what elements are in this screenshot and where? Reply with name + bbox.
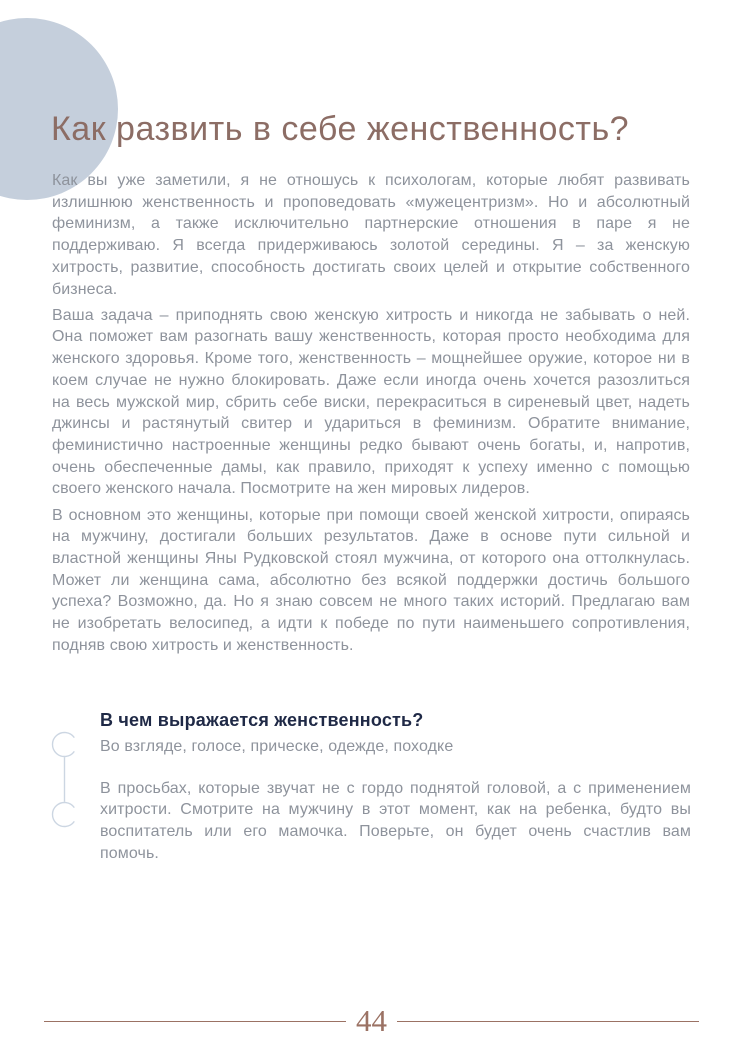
page-footer: [0, 1004, 743, 1038]
list-item: Во взгляде, голосе, прическе, одежде, походке: [100, 738, 454, 755]
list-item: В просьбах, которые звучат не с гордо поднятой головой, а с применением хитрости. Смотрите на мужчину в этот момент, как на ребенка, будто вы воспитатель или его мамочка. Поверьте, он будет очень счастлив вам помочь.: [100, 779, 691, 862]
footer-rule-right: [397, 1021, 699, 1022]
section-heading: В чем выражается женственность?: [100, 709, 424, 730]
paragraph: Как вы уже заметили, я не отношусь к психологам, которые любят развивать излишнюю женственность и проповедовать «мужецентризм». Но и абсолютный феминизм, а также исключительно партнерские отношения в паре я не поддерживаю. Я всегда придерживаюсь золотой середины. Я – за женскую хитрость, развитие, способность достигать своих целей и открытие собственного бизнеса.: [52, 172, 690, 298]
paragraph: В основном это женщины, которые при помощи своей женской хитрости, опираясь на мужчину, достигали больших результатов. Даже в основе пути сильной и властной женщины Яны Рудковской стоял мужчина, от которого она оттолкнулась. Может ли женщина сама, абсолютно без всякой поддержки достичь большого успеха? Возможно, да. Но я знаю совсем не много таких историй. Предлагаю вам не изобретать велосипед, а идти к победе по пути наименьшего сопротивления, подняв свою хитрость и женственность.: [52, 506, 690, 654]
footer-rule-left: [44, 1021, 346, 1022]
paragraph: Ваша задача – приподнять свою женскую хитрость и никогда не забывать о ней. Она поможет вам разогнать вашу женственность, которая просто необходима для женского здоровья. Кроме того, женственность – мощнейшее оружие, которое ни в коем случае не нужно блокировать. Даже если иногда очень хочется разозлиться на весь мужской мир, сбрить себе виски, перекраситься в сиреневый цвет, надеть джинсы и растянутый свитер и удариться в феминизм. Обратите внимание, феминистично настроенные женщины редко бывают очень богаты, и, напротив, очень обеспеченные дамы, как правило, приходят к успеху именно с помощью своего женского начала. Посмотрите на жен мировых лидеров.: [52, 306, 690, 498]
linked-circles-strokes: [52, 733, 74, 827]
linked-circles-icon: [50, 730, 79, 829]
page-number: 44: [356, 1003, 387, 1038]
section-item-list: [100, 736, 691, 865]
page-title: Как развить в себе женственность?: [51, 109, 630, 148]
body-text: [52, 170, 690, 656]
